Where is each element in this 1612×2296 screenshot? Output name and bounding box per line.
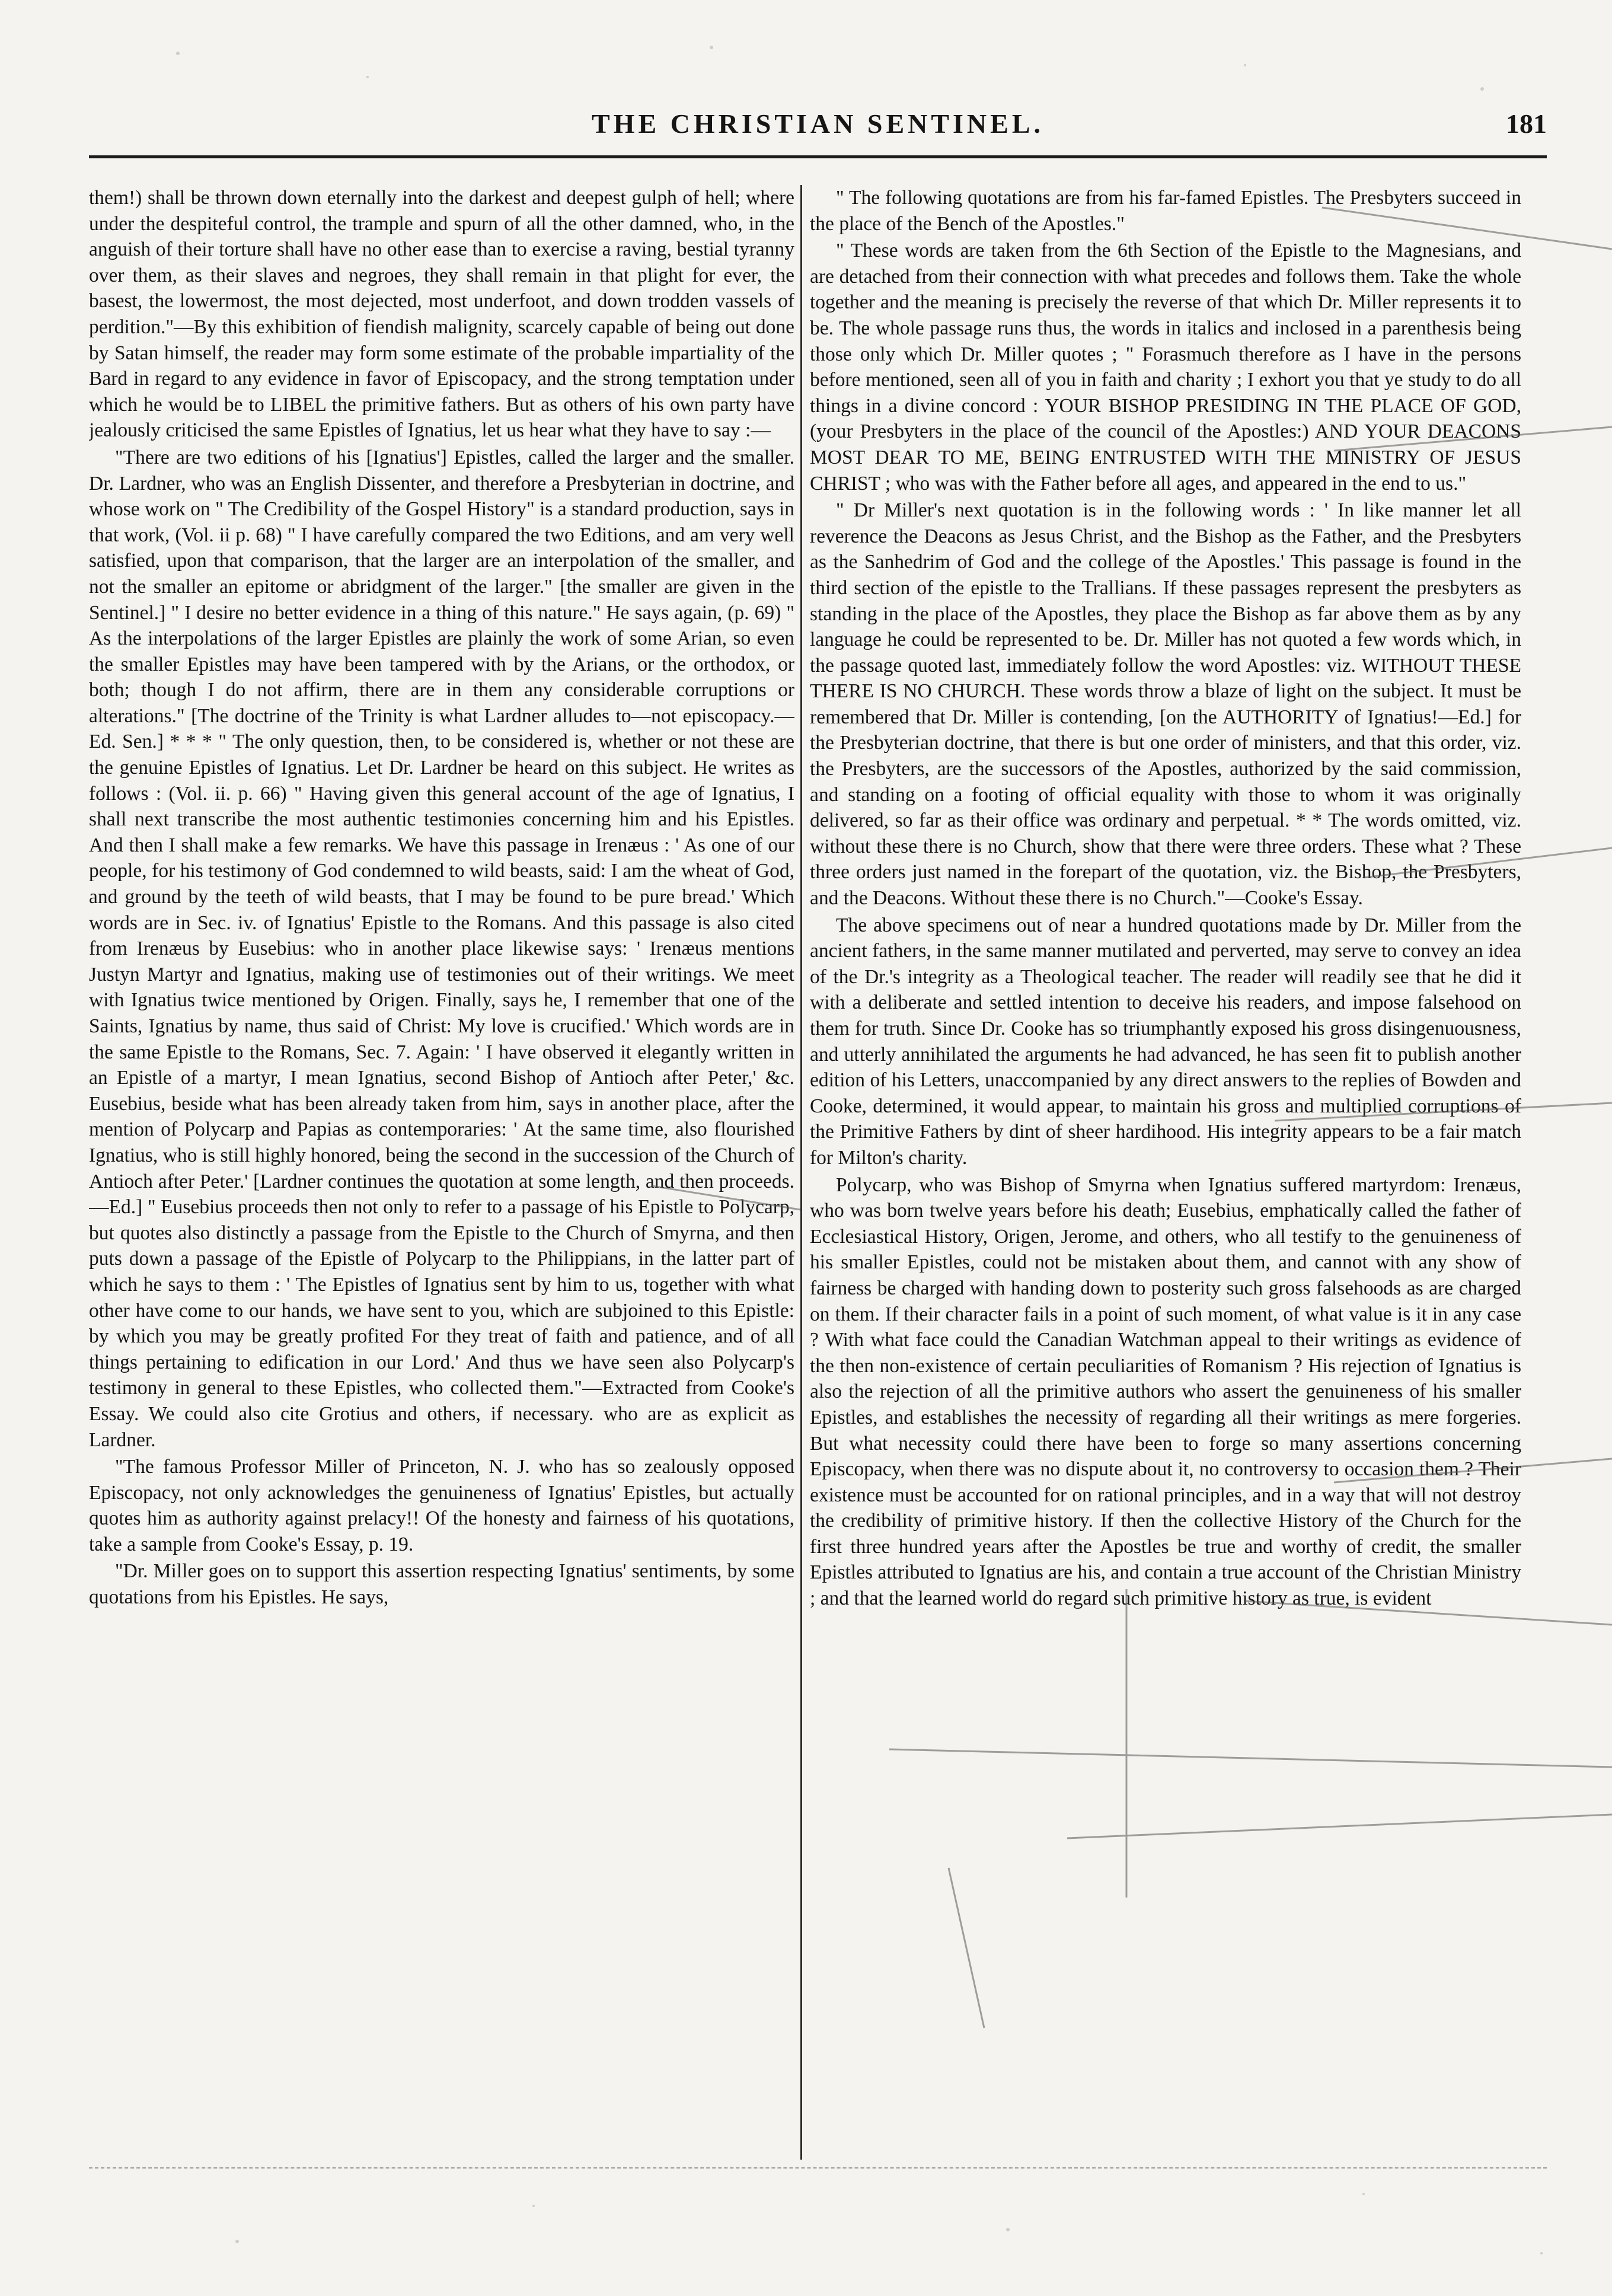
right-paragraph-4: The above specimens out of near a hundred quotations made by Dr. Miller from the ancient fathers, in the same manner mutilated and perverted, may serve to convey an idea of the Dr.'s integrity as a Theological teacher. The reader will readily see that he did it with a deliberate and settled intention to deceive his readers, and impose falsehood on them for truth. Since Dr. Cooke has so triumphantly exposed his gross disingenuousness, and utterly annihilated the arguments he had advanced, he has seen fit to publish another edition of his Letters, unaccompanied by any direct answers to the replies of Bowden and Cooke, determined, it would appear, to maintain his gross and multiplied corruptions of the Primitive Fathers by dint of sheer hardihood. His integrity appears to be a fair match for Milton's charity. bbox=[810, 914, 1521, 1169]
column-divider bbox=[800, 185, 802, 2160]
page-header bbox=[89, 108, 1547, 155]
left-column bbox=[89, 185, 794, 2142]
page-bottom-edge bbox=[89, 2167, 1547, 2169]
left-paragraph-2: "There are two editions of his [Ignatius'] Epistles, called the larger and the smaller. Dr. Lardner, who was an English Dissenter, and therefore a Presbyterian in doctrine, and whose work on " The Credibility of the Gospel History" is a standard production, says in that work, (Vol. ii p. 68) " I have carefully compared the two Editions, and am very well satisfied, upon that comparison, that the larger are an interpolation of the smaller, and not the smaller an epitome or abridgment of the larger." [the smaller are given in the Sentinel.] " I desire no better evidence in a thing of this nature." He says again, (p. 69) " As the interpolations of the larger Epistles are plainly the work of some Arian, so even the smaller Epistles may have been tampered with by the Arians, or the orthodox, or both; though I do not affirm, there are in them any considerable corruptions or alterations." [The doctrine of the Trinity is what Lardner alludes to—not episcopacy.—Ed. Sen.] * * * " The only question, then, to be considered is, whether or not these are the genuine Epistles of Ignatius. Let Dr. Lardner be heard on this subject. He writes as follows : (Vol. ii. p. 66) " Having given this general account of the age of Ignatius, I shall next transcribe the most authentic testimonies concerning him and his Epistles. And then I shall make a few remarks. We have this passage in Irenæus : ' As one of our people, for his testimony of God condemned to wild beasts, said: I am the wheat of God, and ground by the teeth of wild beasts, that I may be found to be pure bread.' Which words are in Sec. iv. of Ignatius' Epistle to the Romans. And this passage is also cited from Irenæus by Eusebius: who in another place likewise says: ' Irenæus mentions Justyn Martyr and Ignatius, making use of testimonies out of their writings. We meet with Ignatius twice mentioned by Origen. Finally, says he, I remember that one of the Saints, Ignatius by name, thus said of Christ: My love is crucified.' Which words are in the same Epistle to the Romans, Sec. 7. Again: ' I have observed it elegantly written in an Epistle of a martyr, I mean Ignatius, second Bishop of Antioch after Peter,' &c. Eusebius, beside what has been already taken from him, says in another place, after the mention of Polycarp and Papias as contemporaries: ' At the same time, also flourished Ignatius, who is still highly honored, being the second in the succession of the Church of Antioch after Peter.' [Lardner continues the quotation at some length, and then proceeds.—Ed.] " Eusebius proceeds then not only to refer to a passage of his Epistle to Polycarp, but quotes also distinctly a passage from the Epistle to the Church of Smyrna, and then puts down a passage of the Epistle of Polycarp to the Philippians, in the latter part of which he says to them : ' The Epistles of Ignatius sent by him to us, together with what other have come to our hands, we have sent to you, which are subjoined to this Epistle: by which you may be greatly profited For they treat of faith and patience, and of all things pertaining to edification in our Lord.' And thus we have seen also Polycarp's testimony in general to these Epistles, who collected them."—Extracted from Cooke's Essay. We could also cite Grotius and others, if necessary. who are as explicit as Lardner. bbox=[89, 446, 794, 1451]
right-paragraph-2: " These words are taken from the 6th Section of the Epistle to the Magnesians, and are detached from their connection with what precedes and follows them. Take the whole together and the meaning is precisely the reverse of that which Dr. Miller represents it to be. The whole passage runs thus, the words in italics and inclosed in a parenthesis being those only which Dr. Miller quotes ; " Forasmuch therefore as I have in the persons before mentioned, seen all of you in faith and charity ; I exhort you that ye study to do all things in a divine concord : YOUR BISHOP PRESIDING IN THE PLACE OF GOD, (your Presbyters in the place of the council of the Apostles:) AND YOUR DEACONS MOST DEAR TO ME, BEING ENTRUSTED WITH THE MINISTRY OF JESUS CHRIST ; who was with the Father before all ages, and appeared in the end to us." bbox=[810, 240, 1521, 495]
left-paragraph-1: them!) shall be thrown down eternally into the darkest and deepest gulph of hell; where under the despiteful control, the trample and spurn of all the other damned, who, in the anguish of their torture shall have no other ease than to exercise a raving, bestial tyranny over them, as their slaves and negroes, they shall remain in that plight for ever, the basest, the lowermost, the most dejected, most underfoot, and down trodden vassels of perdition."—By this exhibition of fiendish malignity, scarcely capable of being out done by Satan himself, the reader may form some estimate of the probable impartiality of the Bard in regard to any evidence in favor of Episcopacy, and the strong temptation under which he would be to LIBEL the primitive fathers. But as others of his own party have jealously criticised the same Epistles of Ignatius, let us hear what they have to say :— bbox=[89, 187, 794, 442]
right-column bbox=[810, 185, 1521, 2142]
page-number: 181 bbox=[1506, 109, 1547, 139]
header-rule bbox=[89, 155, 1547, 158]
right-paragraph-5: Polycarp, who was Bishop of Smyrna when Ignatius suffered martyrdom: Irenæus, who was born twelve years before his death; Eusebius, emphatically called the father of Ecclesiastical History, Origen, Jerome, and others, who all testify to the genuineness of his smaller Epistles, could not be mistaken about them, and cannot with any show of fairness be charged with handing down to posterity such gross falsehoods as are charged on them. If their character fails in a point of such moment, of what value is it in any case ? With what face could the Canadian Watchman appeal to their writings as evidence of the then non-existence of certain peculiarities of Romanism ? His rejection of Ignatius is also the rejection of all the primitive authors who assert the genuineness of his smaller Epistles, and establishes the necessity of regarding all their writings as mere forgeries. But what necessity could there have been to forge so many assertions concerning Episcopacy, when there was no dispute about it, no controversy to occasion them ? Their existence must be accounted for on rational principles, and in a way that will not destroy the credibility of primitive history. If then the collective History of the Church for the first three hundred years after the Apostles be true and worthy of credit, the smaller Epistles attributed to Ignatius are his, and contain a true account of the Christian Ministry ; and that the learned world do regard such primitive history as true, is evident bbox=[810, 1173, 1521, 1610]
left-paragraph-3: "The famous Professor Miller of Princeton, N. J. who has so zealously opposed Episcopacy, not only acknowledges the genuineness of Ignatius' Epistles, but actually quotes him as authority against prelacy!! Of the honesty and fairness of his quotations, take a sample from Cooke's Essay, p. 19. bbox=[89, 1456, 794, 1555]
right-paragraph-1: " The following quotations are from his far-famed Epistles. The Presbyters succeed in the place of the Bench of the Apostles." bbox=[810, 187, 1521, 235]
left-paragraph-4: "Dr. Miller goes on to support this assertion respecting Ignatius' sentiments, by some quotations from his Epistles. He says, bbox=[89, 1560, 794, 1609]
right-paragraph-3: " Dr Miller's next quotation is in the following words : ' In like manner let all reverence the Deacons as Jesus Christ, and the Bishop as the Father, and the Presbyters as the Sanhedrim of God and the college of the Apostles.' This passage is found in the third section of the epistle to the Trallians. If these passages represent the presbyters as standing in the place of the Apostles, they place the Bishop as far above them as by any language he could be represented to be. Dr. Miller has not quoted a few words which, in the passage quoted last, immediately follow the word Apostles: viz. WITHOUT THESE THERE IS NO CHURCH. These words throw a blaze of light on the subject. It must be remembered that Dr. Miller is contending, [on the AUTHORITY of Ignatius!—Ed.] for the Presbyterian doctrine, that there is but one order of ministers, and that this order, viz. the Presbyters, are the successors of the Apostles, authorized by the said commission, and standing on a footing of official equality with those to whom it was originally delivered, so far as their office was ordinary and perpetual. * * The words omitted, viz. without these there is no Church, show that there were three orders. These what ? These three orders just named in the forepart of the quotation, viz. the Bishop, the Presbyters, and the Deacons. Without these there is no Church."—Cooke's Essay. bbox=[810, 499, 1521, 910]
running-title: THE CHRISTIAN SENTINEL. bbox=[591, 109, 1045, 139]
